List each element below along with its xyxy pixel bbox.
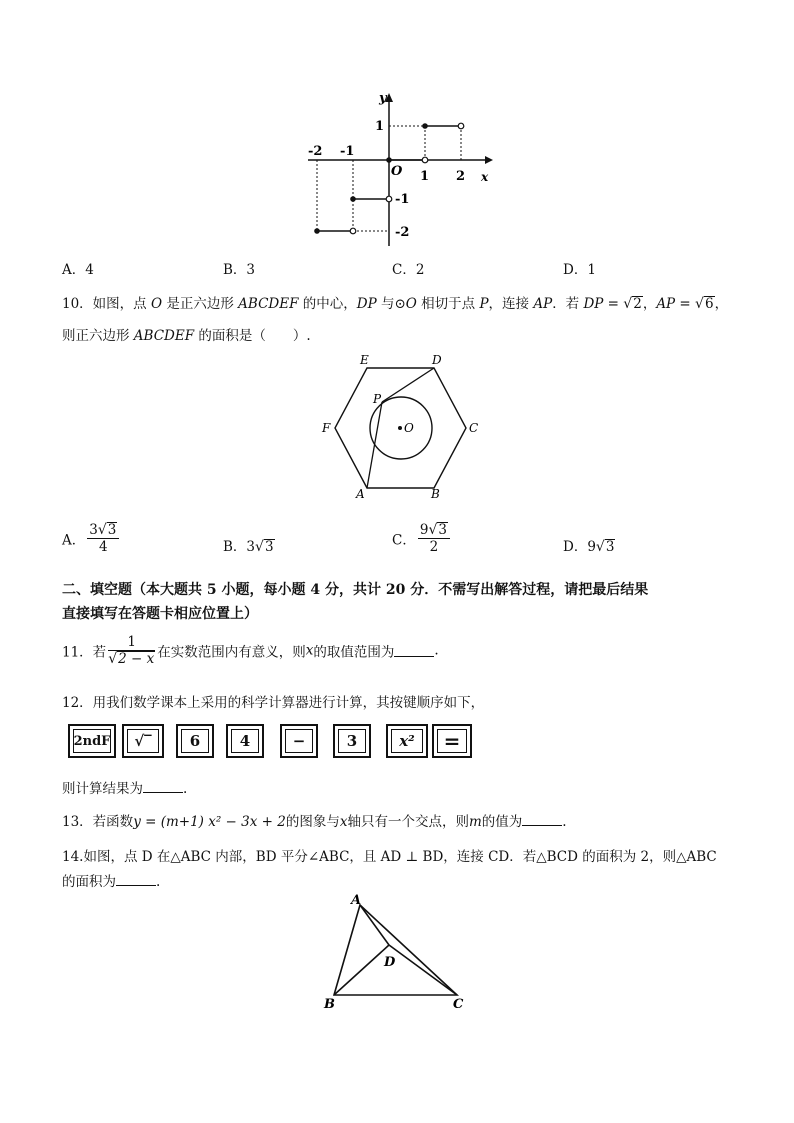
q14-line1: 14.如图，点 D 在△ABC 内部，BD 平分∠ABC，且 AD ⊥ BD，连接 CD．若△BCD 的面积为 2，则△ABC <box>62 849 717 865</box>
calc-key-equals[interactable]: = <box>432 724 472 758</box>
calc-key-2ndf[interactable]: 2ndF <box>68 724 116 758</box>
q11-line: 11．若 $\frac{1}{√2 - x}$ 在实数范围内有意义，则x的取值范围为 . <box>62 634 439 667</box>
svg-text:B: B <box>431 487 440 501</box>
calc-key-3[interactable]: 3 <box>333 724 371 758</box>
q14-answer-blank[interactable] <box>116 873 156 886</box>
svg-text:D: D <box>432 353 442 367</box>
svg-text:C: C <box>469 421 479 435</box>
svg-text:P: P <box>373 392 382 406</box>
svg-text:O: O <box>404 421 414 435</box>
q10-option-c[interactable]: C． $\frac{9√3}{2}$ <box>392 522 452 555</box>
svg-text:C: C <box>453 997 464 1012</box>
y-axis-label: y <box>379 91 387 106</box>
q12-result-line: 则计算结果为 . <box>62 781 188 797</box>
x-tick-neg2: -2 <box>308 144 323 159</box>
x-tick-2: 2 <box>456 169 466 184</box>
svg-text:A: A <box>351 893 362 908</box>
q10-option-a[interactable]: A． $\frac{3√3}{4}$ <box>62 522 121 555</box>
svg-text:A: A <box>356 487 365 501</box>
q12-answer-blank[interactable] <box>143 780 183 793</box>
y-tick-neg1: -1 <box>395 192 410 207</box>
x-axis-label: x <box>481 170 489 184</box>
calc-key-minus[interactable]: − <box>280 724 318 758</box>
svg-text:E: E <box>360 353 369 367</box>
y-tick-1: 1 <box>375 119 385 134</box>
x-tick-neg1: -1 <box>340 144 355 159</box>
q13-line: 13．若函数y = (m+1) x² − 3x + 2的图象与x轴只有一个交点，则m的值为 . <box>62 814 567 830</box>
q14-line2: 的面积为 . <box>62 874 161 890</box>
q9-option-b[interactable]: B．3 <box>223 262 256 278</box>
q9-option-d[interactable]: D．1 <box>563 262 596 278</box>
x-tick-1: 1 <box>420 169 430 184</box>
svg-text:D: D <box>384 955 396 970</box>
q11-answer-blank[interactable] <box>394 644 434 657</box>
q9-option-c[interactable]: C．2 <box>392 262 425 278</box>
q10-line1: 10．如图，点 O 是正六边形 ABCDEF 的中心，DP 与⊙O 相切于点 P，连接 AP．若 DP = √2，AP = √6， <box>62 296 729 312</box>
q12-text: 12．用我们数学课本上采用的科学计算器进行计算，其按键顺序如下， <box>62 695 485 711</box>
section-heading-line1: 二、填空题（本大题共 5 小题，每小题 4 分，共计 20 分．不需写出解答过程，请把最后结果 <box>62 582 649 598</box>
calc-key-sqrt[interactable]: √‾ <box>122 724 164 758</box>
calc-key-6[interactable]: 6 <box>176 724 214 758</box>
q10-option-b[interactable]: B．3√3 <box>223 539 274 555</box>
origin-label: O <box>391 164 403 179</box>
calc-key-4[interactable]: 4 <box>226 724 264 758</box>
q10-hexagon-figure <box>318 350 488 505</box>
calc-key-x-squared[interactable]: x² <box>386 724 428 758</box>
q9-option-a[interactable]: A．4 <box>62 262 94 278</box>
svg-text:B: B <box>324 997 335 1012</box>
q10-line2: 则正六边形 ABCDEF 的面积是（ ）. <box>62 328 311 344</box>
q10-option-d[interactable]: D．9√3 <box>563 539 615 555</box>
svg-text:F: F <box>322 421 331 435</box>
section-heading-line2: 直接填写在答题卡相应位置上） <box>62 606 258 622</box>
q9-step-graph <box>300 88 500 248</box>
q13-answer-blank[interactable] <box>522 813 562 826</box>
q14-triangle-figure <box>320 890 475 1015</box>
y-tick-neg2: -2 <box>395 225 410 240</box>
q9-options <box>0 258 794 278</box>
